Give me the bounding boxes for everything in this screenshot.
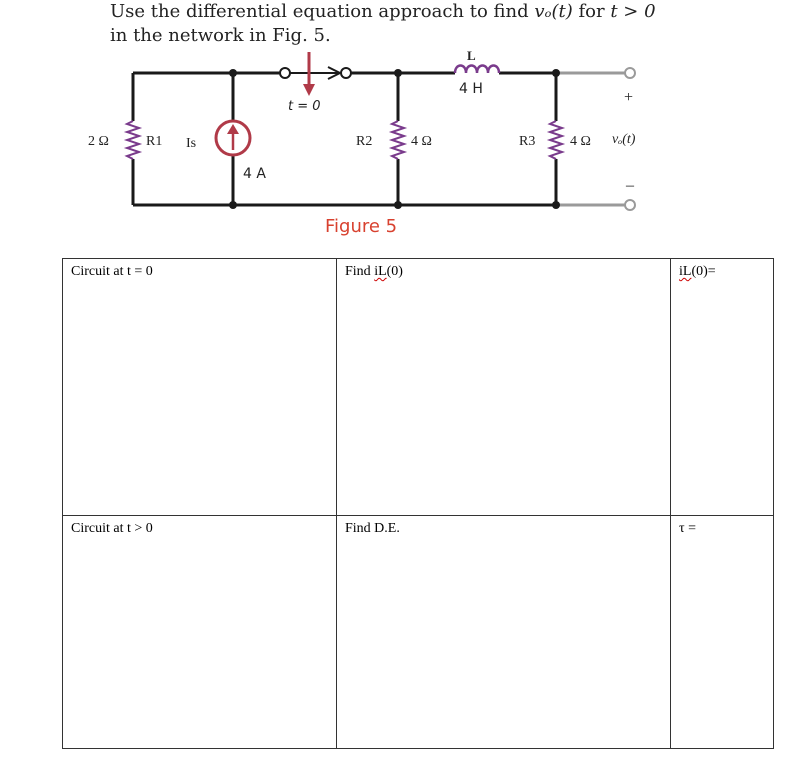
r2-name: R2	[356, 134, 373, 149]
cell-tau-answer[interactable]	[671, 516, 774, 749]
output-minus: –	[626, 177, 634, 194]
cell-circuit-t0-label: Circuit at t = 0	[71, 264, 153, 279]
source-name: Is	[186, 136, 197, 151]
source-value: 4 A	[243, 166, 266, 182]
circuit-wires	[133, 73, 556, 205]
output-voltage-label: vₒ(t)	[612, 132, 636, 147]
current-source	[216, 121, 250, 155]
r3-value: 4 Ω	[570, 134, 591, 149]
output-plus: +	[624, 89, 634, 106]
il0-answer-suffix: (0)=	[691, 264, 716, 279]
r1-value: 2 Ω	[88, 134, 109, 149]
cell-find-de[interactable]	[337, 516, 671, 749]
switch	[280, 52, 351, 96]
problem-text-for: for	[572, 1, 611, 22]
worksheet-row-2	[63, 516, 774, 749]
problem-text: Use the differential equation approach to find	[110, 1, 535, 22]
switch-label: t = 0	[288, 99, 321, 114]
problem-line-2: in the network in Fig. 5.	[110, 25, 331, 46]
resistor-r1	[127, 121, 139, 159]
find-il0-prefix: Find	[345, 264, 375, 279]
resistor-r2	[392, 121, 404, 159]
worksheet-table	[62, 258, 774, 749]
terminal-top	[625, 68, 635, 78]
cell-circuit-t0[interactable]	[63, 259, 337, 516]
inductor-value: 4 H	[459, 81, 483, 97]
find-il0-var: iL	[374, 264, 387, 279]
cell-circuit-tpos-label: Circuit at t > 0	[71, 521, 153, 536]
inductor	[455, 66, 499, 74]
cell-il0-answer[interactable]	[671, 259, 774, 516]
switch-arrowhead	[303, 84, 315, 96]
il0-answer-var: iL	[679, 264, 692, 279]
find-il0-suffix: (0)	[386, 264, 403, 279]
problem-condition: t > 0	[610, 1, 656, 22]
figure-caption: Figure 5	[325, 216, 398, 237]
circuit-diagram	[0, 0, 806, 250]
r2-value: 4 Ω	[411, 134, 432, 149]
cell-circuit-tpos[interactable]	[63, 516, 337, 749]
cell-find-il0[interactable]	[337, 259, 671, 516]
cell-find-de-label: Find D.E.	[345, 521, 400, 536]
problem-variable: vₒ(t)	[534, 1, 573, 22]
resistor-r3	[550, 121, 562, 159]
inductor-name: L	[467, 48, 476, 63]
r1-name: R1	[146, 134, 163, 149]
cell-tau-label: τ =	[679, 521, 697, 536]
worksheet-row-1	[63, 259, 774, 516]
r3-name: R3	[519, 134, 536, 149]
terminal-bottom	[625, 200, 635, 210]
